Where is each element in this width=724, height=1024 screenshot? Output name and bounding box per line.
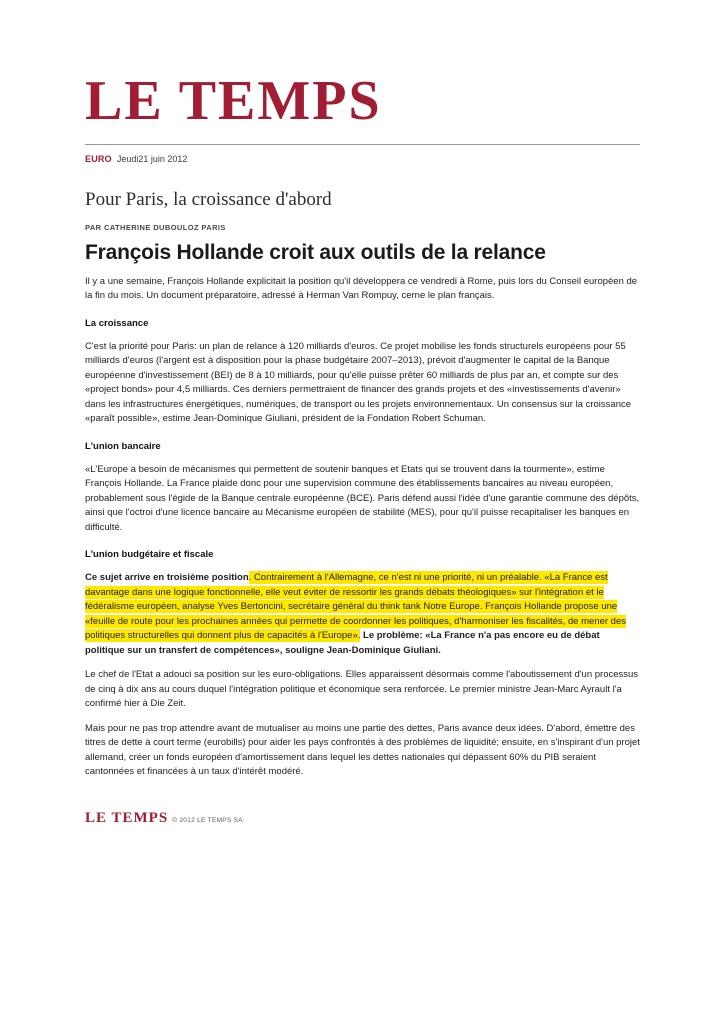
newspaper-logo: LE TEMPS xyxy=(85,70,382,132)
article-title: Pour Paris, la croissance d'abord xyxy=(85,188,332,210)
byline: PAR CATHERINE DUBOULOZ PARIS xyxy=(85,222,226,232)
section-subhead: L'union budgétaire et fiscale xyxy=(85,549,214,561)
edition-date: Jeudi21 juin 2012 xyxy=(116,153,188,164)
paragraph xyxy=(85,668,640,712)
text-segment: Le chef de l'Etat a adouci sa position sur les euro-obligations. Elles apparaissent désormais comme l'aboutissement d'un processus de cinq à dix ans au cours duquel l'intégration politique et économique sera renforcée. Le premier ministre Jean-Marc Ayrault l'a confirmé hier à Die Zeit. xyxy=(85,669,639,710)
page-header xyxy=(85,72,640,165)
article-headline: François Hollande croit aux outils de la relance xyxy=(85,240,546,264)
section-subhead: La croissance xyxy=(85,317,149,329)
paragraph xyxy=(85,571,640,658)
article xyxy=(85,189,640,780)
copyright-notice: © 2012 LE TEMPS SA xyxy=(172,816,243,824)
section-subhead: L'union bancaire xyxy=(85,440,161,452)
article-footer xyxy=(85,810,640,827)
section-kicker: EURO xyxy=(85,153,112,164)
paragraph xyxy=(85,275,640,304)
text-segment: Mais pour ne pas trop attendre avant de mutualiser au moins une partie des dettes, Paris avance deux idées. D'abord, émettre des titres de dette à court terme (eurobills) pour aider les pays confrontés à des problèmes de liquidité; ensuite, en s'inspirant d'un projet allemand, créer un fonds européen d'amortissement dans lequel les dettes nationales qui dépassent 60% du PIB seraient cantonnées et financées à un taux d'intérêt modéré. xyxy=(85,722,640,778)
paragraph xyxy=(85,722,640,780)
text-segment: Ce sujet arrive en troisième position xyxy=(85,572,249,584)
text-segment: Il y a une semaine, François Hollande explicitait la position qu'il développera ce vendredi à Rome, puis lors du Conseil européen de la fin du mois. Un document préparatoire, adressé à Herman Van Rompuy, cerne le plan français. xyxy=(85,275,638,302)
paragraph xyxy=(85,340,640,427)
text-segment: «L'Europe a besoin de mécanismes qui permettent de soutenir banques et Etats qui se trouvent dans la tourmente», estime François Hollande. La France plaide donc pour une supervision commune des établissements bancaires au niveau européen, probablement sous l'égide de la Banque centrale européenne (BCE). Paris défend aussi l'idée d'une garantie commune des dépôts, ainsi que l'octroi d'une licence bancaire au Mécanisme européen de stabilité (MES), pour qu'il puisse recapitaliser les banques en difficulté. xyxy=(85,463,640,533)
paragraph xyxy=(85,463,640,536)
header-divider xyxy=(85,144,640,145)
footer-logo: LE TEMPS xyxy=(85,809,169,826)
highlighted-text: . Contrairement à l'Allemagne, ce n'est ni une priorité, ni un préalable. «La France est davantage dans une logique fonctionnelle, elle veut éviter de ressortir les grands débats théologiques» sur l'intégration et le fédéralisme européen, analyse Yves Bertoncini, secrétaire général du think tank Notre Europe. François Hollande propose une «feuille de route pour les prochaines années qui permette de coordonner les politiques, d'harmoniser les fiscalités, de mener des politiques structurelles qui donnent plus de capacités à l'Europe». xyxy=(85,572,626,642)
edition-meta xyxy=(85,153,640,165)
text-segment: C'est la priorité pour Paris: un plan de relance à 120 milliards d'euros. Ce projet mobilise les fonds structurels européens pour 55 milliards d'euros (l'argent est à disposition pour la phase budgétaire 2007–2013), prévoit d'augmenter le capital de la Banque européenne d'investissement (BEI) de 8 à 10 milliards, pour qu'elle puisse prêter 60 milliards de plus par an, et compte sur des «project bonds» pour 4,5 milliards. Ces derniers permettraient de financer des grands projets et des «investissements d'avenir» dans les infrastructures énergétiques, numériques, de transport ou les projets environnementaux. Un consensus sur la croissance «paraît possible», estime Jean-Dominique Giuliani, président de la Fondation Robert Schuman. xyxy=(85,340,632,425)
article-body xyxy=(85,275,640,780)
text-segment: Le problème: «La France n'a pas encore eu de débat politique sur un transfert de compétences», souligne Jean-Dominique Giuliani. xyxy=(85,630,600,656)
